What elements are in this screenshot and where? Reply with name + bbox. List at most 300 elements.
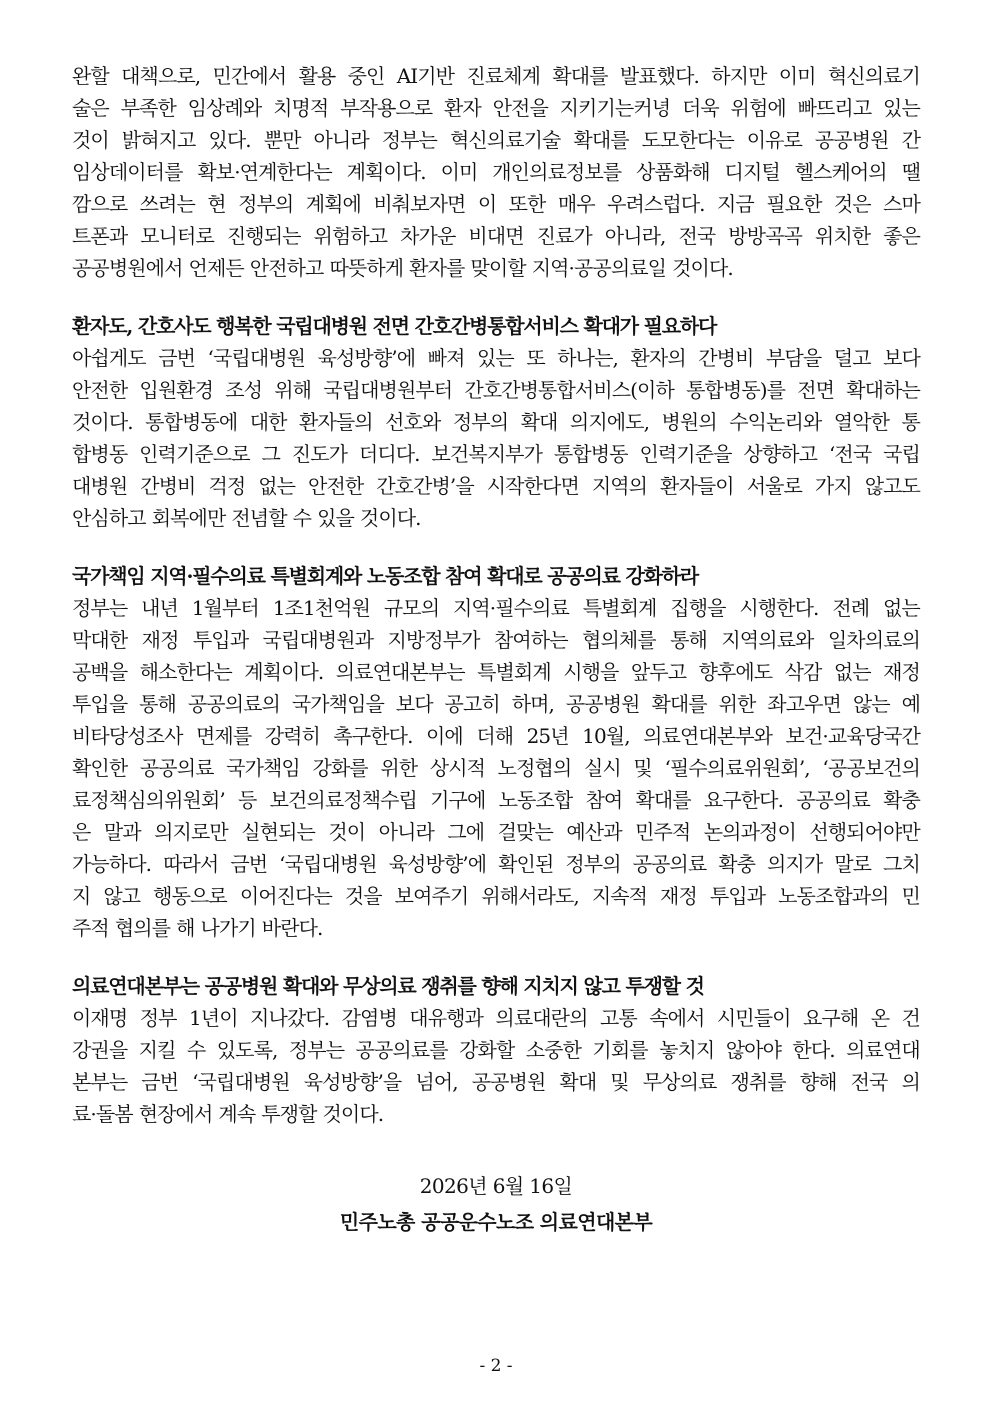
- word: 요구한다.: [703, 788, 784, 812]
- word: 있을: [317, 506, 354, 530]
- word: 쟁취를: [730, 1070, 786, 1094]
- paragraph-line: [72, 592, 920, 624]
- word: 것이: [328, 820, 366, 844]
- word: ‘공공보건의: [822, 756, 920, 780]
- word: 헬스케어의: [794, 160, 887, 184]
- word: 트폰과: [72, 224, 128, 248]
- word: 아니라: [313, 128, 369, 152]
- word: 선호와: [385, 410, 441, 434]
- word: 있도록,: [216, 1038, 278, 1062]
- word: 진도가: [291, 442, 348, 466]
- word: 현장에서: [138, 1102, 213, 1126]
- word: 국립: [883, 442, 920, 466]
- word: 대유행과: [409, 1006, 483, 1030]
- word: 도모한다는: [641, 128, 734, 152]
- paragraph-line: [72, 342, 920, 374]
- word: 금번: [230, 852, 268, 876]
- word: 것이다.: [359, 506, 421, 530]
- word: 보건·교육당국간: [785, 724, 920, 748]
- word: 예: [901, 692, 920, 716]
- word: 있는: [477, 346, 514, 370]
- word: 규모의: [383, 596, 440, 620]
- word: 강력히: [264, 724, 320, 748]
- word: 위험하고: [313, 224, 388, 248]
- word: 또: [526, 346, 545, 370]
- word: 25년: [526, 724, 569, 748]
- word: 국가책임을: [291, 692, 384, 716]
- word: 말과: [103, 820, 141, 844]
- paragraph-line: [72, 124, 920, 156]
- word: 전국: [850, 1070, 888, 1094]
- word: 지: [72, 884, 91, 908]
- section-heading: 환자도, 간호사도 행복한 국립대병원 전면 간호간병통합서비스 확대가 필요하다: [72, 314, 717, 338]
- paragraph-line: [72, 688, 920, 720]
- word: 비대면: [468, 224, 524, 248]
- paragraph-line: [72, 188, 920, 220]
- paragraph-line: [72, 374, 920, 406]
- section-heading: 국가책임 지역·필수의료 특별회계와 노동조합 참여 확대로 공공의료 강화하라: [72, 564, 698, 588]
- word: 공공병원: [471, 1070, 546, 1094]
- word: 보다: [395, 692, 433, 716]
- word: 지키기는커녕: [559, 96, 671, 120]
- word: 지역·공공의료일: [531, 256, 667, 280]
- word: 정부의: [452, 410, 509, 434]
- word: 부족한: [120, 96, 176, 120]
- word: 안전하고: [249, 256, 324, 280]
- word: 선행되어야만: [809, 820, 920, 844]
- word: 발표했다.: [619, 64, 699, 88]
- word: 지역·필수의료: [452, 596, 569, 620]
- word: 그에: [447, 820, 485, 844]
- word: 하지만: [711, 64, 767, 88]
- word: 활용: [298, 64, 336, 88]
- word: 대병원: [72, 474, 128, 498]
- word: 부담을: [766, 346, 822, 370]
- word: 지금: [717, 192, 754, 216]
- word: 언제든: [188, 256, 244, 280]
- word: 수: [186, 1038, 206, 1062]
- word: 덜고: [833, 346, 871, 370]
- word: 확인된: [498, 852, 554, 876]
- word: 시행을: [563, 660, 619, 684]
- word: 안심하고: [72, 506, 146, 530]
- word: ‘국립대병원: [192, 1070, 290, 1094]
- paragraph-line: [72, 1002, 920, 1034]
- word: 필요한: [766, 192, 822, 216]
- word: 육성방향’을: [303, 1070, 402, 1094]
- word: 것을: [344, 884, 382, 908]
- word: 노동조합과의: [778, 884, 889, 908]
- word: 상품화해: [636, 160, 710, 184]
- word: 무상의료: [642, 1070, 717, 1094]
- word: 강화할: [459, 1038, 515, 1062]
- word: 대한: [249, 410, 287, 434]
- word: 안전한: [308, 474, 364, 498]
- word: 참여: [585, 788, 623, 812]
- word: 등: [238, 788, 257, 812]
- word: 위한: [718, 692, 756, 716]
- word: 정부는: [381, 128, 437, 152]
- word: 공공의료: [139, 756, 214, 780]
- word: 병원의: [661, 410, 717, 434]
- word: 정부의: [238, 192, 294, 216]
- paragraph-line: [72, 470, 920, 502]
- word: 향해: [799, 1070, 837, 1094]
- word: 10월,: [582, 724, 630, 748]
- word: 것이다.: [72, 410, 133, 434]
- word: 확대를: [635, 788, 691, 812]
- word: 예산과: [566, 820, 622, 844]
- word: 환자를: [409, 256, 465, 280]
- word: 현: [207, 192, 226, 216]
- word: 확충: [883, 788, 920, 812]
- word: 공공의료: [632, 852, 707, 876]
- word: 그치: [883, 852, 920, 876]
- word: 치명적: [273, 96, 329, 120]
- word: 이유로: [746, 128, 802, 152]
- word: 간: [901, 128, 920, 152]
- word: 있는: [883, 96, 920, 120]
- word: 말로: [834, 852, 872, 876]
- word: 면제를: [195, 724, 252, 748]
- page-number: - 2 -: [479, 1356, 513, 1376]
- word: ‘필수의료위원회’,: [664, 756, 810, 780]
- word: 위해서라도,: [481, 884, 579, 908]
- word: 논의과정이: [703, 820, 796, 844]
- word: 조성: [225, 378, 263, 402]
- word: 확충: [718, 852, 756, 876]
- paragraph-line: [72, 406, 920, 438]
- word: 환자들이: [660, 474, 734, 498]
- word: 공백을: [72, 660, 128, 684]
- word: 완할: [72, 64, 109, 88]
- word: 지속적: [591, 884, 648, 908]
- word: 위해: [274, 378, 312, 402]
- paragraph-line: [72, 1098, 920, 1130]
- word: 하며,: [511, 692, 554, 716]
- word: 맞이할: [470, 256, 526, 280]
- word: 빠뜨리고: [797, 96, 872, 120]
- word: ‘전국: [828, 442, 872, 466]
- word: 그: [261, 442, 280, 466]
- word: 국립대병원과: [262, 628, 374, 652]
- word: 재정: [141, 628, 179, 652]
- word: 료정책심의위원회’: [72, 788, 225, 812]
- word: 모니터로: [140, 224, 214, 248]
- word: 투입과: [709, 884, 766, 908]
- paragraph-line: [72, 156, 920, 188]
- word: 더욱: [681, 96, 719, 120]
- word: 있다.: [208, 128, 251, 152]
- word: 소중한: [525, 1038, 581, 1062]
- word: 없는: [833, 660, 871, 684]
- word: 금번: [158, 346, 196, 370]
- word: 계획이다.: [346, 160, 426, 184]
- word: 하나는,: [557, 346, 618, 370]
- word: 공공의료: [796, 788, 870, 812]
- word: 인력기준을: [639, 442, 732, 466]
- word: 본부는: [72, 1070, 128, 1094]
- word: 통: [901, 410, 920, 434]
- word: 위한: [380, 756, 418, 780]
- word: 고통: [599, 1006, 637, 1030]
- word: 보다: [883, 346, 920, 370]
- word: 스마: [883, 192, 920, 216]
- word: 공공병원: [814, 128, 889, 152]
- word: 개인의료정보를: [492, 160, 622, 184]
- word: 환자의: [630, 346, 686, 370]
- word: 민주적: [635, 820, 691, 844]
- paragraph-line: [72, 438, 920, 470]
- word: 의지에도,: [569, 410, 650, 434]
- word: 가능하다.: [72, 852, 152, 876]
- word: 감염병: [341, 1006, 397, 1030]
- word: 이: [477, 192, 497, 216]
- word: 시작한다면: [486, 474, 579, 498]
- word: 향후에도: [698, 660, 773, 684]
- word: 상시적: [429, 756, 486, 780]
- word: 내년: [141, 596, 178, 620]
- word: 확대를: [651, 692, 707, 716]
- word: 정부는: [288, 1038, 345, 1062]
- word: 않는: [852, 692, 890, 716]
- word: 실시: [583, 756, 621, 780]
- word: 걸맞는: [497, 820, 553, 844]
- paragraph-line: [72, 848, 920, 880]
- word: 것이다.: [672, 256, 733, 280]
- word: 안전을: [492, 96, 548, 120]
- word: 보건의료정책수립: [269, 788, 417, 812]
- section-gap: [72, 534, 920, 556]
- word: 및: [610, 1070, 629, 1094]
- word: 지역의: [591, 474, 648, 498]
- word: 깜으로: [72, 192, 128, 216]
- word: 환자들의: [299, 410, 373, 434]
- paragraph-line: [72, 752, 920, 784]
- word: 전면: [797, 378, 835, 402]
- word: 것이: [72, 128, 109, 152]
- word: 좋은: [883, 224, 920, 248]
- word: 주적: [72, 916, 109, 940]
- word: 협의체를: [582, 628, 656, 652]
- word: 열악한: [833, 410, 890, 434]
- word: 확보·연계한다는: [197, 160, 332, 184]
- word: 좌고우면: [767, 692, 841, 716]
- word: 확대하는: [846, 378, 920, 402]
- word: 환자: [444, 96, 481, 120]
- word: 시행한다.: [739, 596, 819, 620]
- word: 확대: [520, 410, 558, 434]
- word: 지킬: [138, 1038, 176, 1062]
- paragraph-line: [72, 720, 920, 752]
- word: 은: [72, 820, 91, 844]
- word: 육성방향’에: [388, 852, 487, 876]
- word: 않고도: [864, 474, 920, 498]
- word: 노정협의: [497, 756, 572, 780]
- word: 안전한: [72, 378, 128, 402]
- word: 대책으로,: [121, 64, 201, 88]
- paragraph-line: [72, 816, 920, 848]
- paragraph-line: [72, 784, 920, 816]
- word: ‘국립대병원: [207, 346, 306, 370]
- paragraph-line: [72, 880, 920, 912]
- word: 걱정: [208, 474, 246, 498]
- closing-date: 2026년 6월 16일: [419, 1174, 573, 1198]
- word: 간병비: [140, 474, 196, 498]
- paragraph-line: [72, 624, 920, 656]
- section-heading: 의료연대본부는 공공병원 확대와 무상의료 쟁취를 향해 지치지 않고 투쟁할 것: [72, 974, 704, 998]
- word: 아쉽게도: [72, 346, 146, 370]
- word: 집행을: [670, 596, 726, 620]
- word: 한다.: [792, 1038, 835, 1062]
- word: 투입을: [72, 692, 128, 716]
- word: 정부의: [565, 852, 621, 876]
- word: 빠져: [427, 346, 465, 370]
- word: 지나갔다.: [250, 1006, 330, 1030]
- word: 나가기: [200, 916, 256, 940]
- word: 해: [176, 916, 195, 940]
- word: 우려스럽다.: [607, 192, 705, 216]
- word: 재정: [883, 660, 920, 684]
- word: 보건복지부가: [431, 442, 543, 466]
- word: 통해: [139, 692, 176, 716]
- paragraph-line: [72, 502, 920, 534]
- word: 밝혀지고: [121, 128, 196, 152]
- word: 전례: [832, 596, 870, 620]
- word: 진료체계: [466, 64, 541, 88]
- word: 1년이: [188, 1006, 238, 1030]
- word: 따라서: [163, 852, 219, 876]
- word: 강권을: [72, 1038, 128, 1062]
- word: 행동으로: [153, 884, 227, 908]
- word: AI기반: [396, 64, 455, 88]
- word: 국립대병원부터: [323, 378, 453, 402]
- word: 확대: [559, 1070, 597, 1094]
- word: 상향하고: [743, 442, 818, 466]
- word: 시민들이: [716, 1006, 791, 1030]
- word: 공공병원: [565, 692, 640, 716]
- paragraph-line: [72, 60, 920, 92]
- word: 회복에만: [151, 506, 226, 530]
- word: 공공의료를: [355, 1038, 448, 1062]
- word: 인력기준으로: [139, 442, 250, 466]
- word: 수익논리와: [729, 410, 822, 434]
- word: 요구해: [803, 1006, 859, 1030]
- word: 의료연대: [846, 1038, 920, 1062]
- word: 투쟁할: [261, 1102, 317, 1126]
- word: 지역의료와: [721, 628, 814, 652]
- word: 통해: [670, 628, 707, 652]
- word: 삭감: [784, 660, 822, 684]
- word: 임상례와: [187, 96, 262, 120]
- word: 이에: [426, 724, 463, 748]
- word: 차가운: [400, 224, 456, 248]
- word: 확대를: [573, 128, 629, 152]
- word: 정부는: [72, 596, 128, 620]
- word: 없는: [258, 474, 296, 498]
- word: 이어진다는: [239, 884, 332, 908]
- paragraph-line: [72, 252, 920, 284]
- word: 공고히: [444, 692, 500, 716]
- word: 1월부터: [191, 596, 259, 620]
- word: 촉구한다.: [333, 724, 413, 748]
- word: 넘어,: [415, 1070, 458, 1094]
- word: 의료연대본부는: [335, 660, 465, 684]
- word: 비타당성조사: [72, 724, 183, 748]
- word: 매우: [557, 192, 595, 216]
- word: 비춰보자면: [373, 192, 466, 216]
- word: 서울로: [746, 474, 802, 498]
- paragraph-line: [72, 220, 920, 252]
- word: 의: [901, 1070, 920, 1094]
- word: 아니라: [378, 820, 434, 844]
- word: 협의를: [114, 916, 171, 940]
- word: 기회를: [592, 1038, 648, 1062]
- paragraph-line: [72, 656, 920, 688]
- word: 합병동: [72, 442, 128, 466]
- word: 아니라,: [604, 224, 666, 248]
- word: 계획이다.: [244, 660, 324, 684]
- word: 공공병원에서: [72, 256, 183, 280]
- word: 실현되는: [241, 820, 315, 844]
- word: 막대한: [72, 628, 128, 652]
- word: 땔: [901, 160, 920, 184]
- word: 간병비: [698, 346, 754, 370]
- word: 노동조합: [498, 788, 573, 812]
- word: 금번: [141, 1070, 179, 1094]
- word: 민간에서: [212, 64, 287, 88]
- paragraph-line: [72, 912, 920, 944]
- word: 이미: [778, 64, 816, 88]
- word: 통합병동)를: [686, 378, 786, 402]
- word: 재정: [660, 884, 697, 908]
- word: 쓰려는: [139, 192, 195, 216]
- word: 공공의료의: [187, 692, 280, 716]
- word: 또한: [508, 192, 546, 216]
- word: 계획에: [305, 192, 361, 216]
- word: 료·돌봄: [72, 1102, 133, 1126]
- word: 더해: [476, 724, 514, 748]
- word: 의지가: [767, 852, 823, 876]
- word: 방방곡곡: [728, 224, 802, 248]
- word: 위치한: [814, 224, 871, 248]
- word: 의료연대본부와: [643, 724, 773, 748]
- word: 민: [901, 884, 920, 908]
- word: 통합병동: [553, 442, 628, 466]
- word: 특별회계: [582, 596, 657, 620]
- word: 혁신의료기술: [449, 128, 561, 152]
- word: 온: [870, 1006, 890, 1030]
- word: 확인한: [72, 756, 128, 780]
- word: 기구에: [430, 788, 486, 812]
- word: 특별회계: [477, 660, 551, 684]
- word: 강화를: [312, 756, 368, 780]
- word: 진료가: [536, 224, 592, 248]
- word: 육성방향’에: [317, 346, 416, 370]
- word: 정부: [139, 1006, 177, 1030]
- word: 가지: [814, 474, 852, 498]
- word: 1조1천억원: [272, 596, 371, 620]
- section-gap: [72, 284, 920, 306]
- word: 통합병동에: [145, 410, 238, 434]
- document-body: [72, 60, 920, 1130]
- word: 일차의료의: [827, 628, 920, 652]
- word: 않아야: [725, 1038, 782, 1062]
- word: 디지털: [724, 160, 780, 184]
- word: 확대를: [552, 64, 608, 88]
- word: 간호간병’을: [376, 474, 474, 498]
- word: 참여하는: [493, 628, 568, 652]
